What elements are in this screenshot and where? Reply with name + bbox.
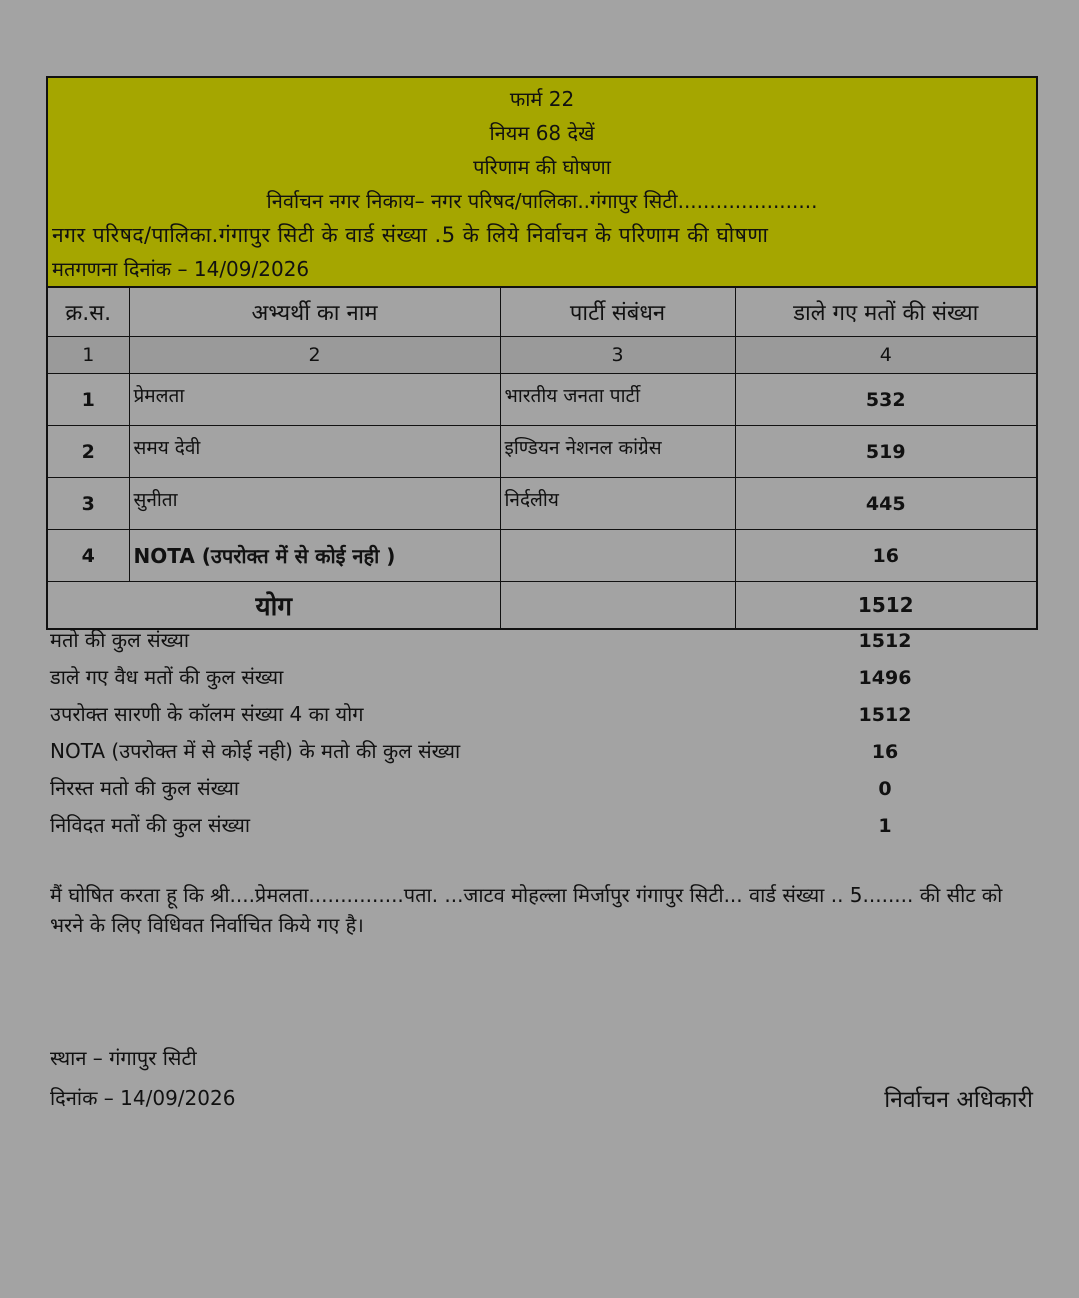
vote-count: 16 <box>735 530 1036 582</box>
serial-number: 2 <box>48 426 129 478</box>
total-party-cell <box>500 582 735 629</box>
summary-row <box>50 811 950 848</box>
election-body: निर्वाचन नगर निकाय– नगर परिषद/पालिका..गंगापुर सिटी...................... <box>266 189 818 213</box>
place-line: स्थान – गंगापुर सिटी <box>50 1046 197 1070</box>
form-header <box>48 78 1036 288</box>
summary-value: 16 <box>871 741 899 763</box>
vote-count: 445 <box>735 478 1036 530</box>
candidate-name: सुनीता <box>129 478 500 530</box>
form-heading: परिणाम की घोषणा <box>473 155 611 179</box>
table-header-row <box>48 288 1036 337</box>
table-row <box>48 426 1036 478</box>
summary-row <box>50 737 950 774</box>
vote-count: 519 <box>735 426 1036 478</box>
serial-number: 4 <box>48 530 129 582</box>
summary-label: मतो की कुल संख्या <box>50 628 190 652</box>
summary-value: 1496 <box>858 667 912 689</box>
summary-label: उपरोक्त सारणी के कॉलम संख्या 4 का योग <box>50 702 364 726</box>
candidate-name: प्रेमलता <box>129 374 500 426</box>
header-serial: क्र.स. <box>48 288 129 337</box>
candidate-name: समय देवी <box>129 426 500 478</box>
column-number: 3 <box>500 337 735 374</box>
summary-label: निविदत मतों की कुल संख्या <box>50 813 251 837</box>
column-number-row <box>48 337 1036 374</box>
summary-label: NOTA (उपरोक्त में से कोई नही) के मतो की कुल संख्या <box>50 739 461 763</box>
summary-value: 0 <box>878 778 892 800</box>
counting-date: मतगणना दिनांक – 14/09/2026 <box>52 257 310 281</box>
summary-value: 1 <box>878 815 892 837</box>
date-line: दिनांक – 14/09/2026 <box>50 1086 236 1110</box>
header-votes: डाले गए मतों की संख्या <box>735 288 1036 337</box>
party-name: निर्दलीय <box>500 478 735 530</box>
table-row <box>48 478 1036 530</box>
declaration-text: मैं घोषित करता हू कि श्री....प्रेमलता...............पता. ...जाटव मोहल्ला मिर्जापुर गंगापुर सिटी... वार्ड संख्या .. 5........ की सीट को भरने के लिए विधिवत निर्वाचित किये गए है। <box>50 883 1003 937</box>
total-row <box>48 582 1036 629</box>
summary-label: डाले गए वैध मतों की कुल संख्या <box>50 665 284 689</box>
summary-value: 1512 <box>858 704 912 726</box>
summary-row <box>50 626 950 663</box>
total-label: योग <box>48 582 500 629</box>
serial-number: 1 <box>48 374 129 426</box>
form-number: फार्म 22 <box>509 87 575 111</box>
party-name: इण्डियन नेशनल कांग्रेस <box>500 426 735 478</box>
column-number: 4 <box>735 337 1036 374</box>
header-candidate-name: अभ्यर्थी का नाम <box>129 288 500 337</box>
summary-row <box>50 663 950 700</box>
result-form <box>46 76 1038 630</box>
column-number: 2 <box>129 337 500 374</box>
vote-count: 532 <box>735 374 1036 426</box>
table-row-nota <box>48 530 1036 582</box>
nota-label: NOTA (उपरोक्त में से कोई नही ) <box>129 530 500 582</box>
table-row <box>48 374 1036 426</box>
summary-row <box>50 774 950 811</box>
header-party: पार्टी संबंधन <box>500 288 735 337</box>
returning-officer-signature: निर्वाचन अधिकारी <box>884 1087 1033 1113</box>
party-name <box>500 530 735 582</box>
column-number: 1 <box>48 337 129 374</box>
party-name: भारतीय जनता पार्टी <box>500 374 735 426</box>
summary-row <box>50 700 950 737</box>
vote-summary <box>50 626 950 848</box>
total-votes: 1512 <box>735 582 1036 629</box>
rule-reference: नियम 68 देखें <box>489 121 595 145</box>
summary-label: निरस्त मतो की कुल संख्या <box>50 776 240 800</box>
serial-number: 3 <box>48 478 129 530</box>
ward-declaration-line: नगर परिषद/पालिका.गंगापुर सिटी के वार्ड संख्या .5 के लिये निर्वाचन के परिणाम की घोषणा <box>52 223 769 247</box>
results-table <box>48 288 1036 628</box>
summary-value: 1512 <box>858 630 912 652</box>
